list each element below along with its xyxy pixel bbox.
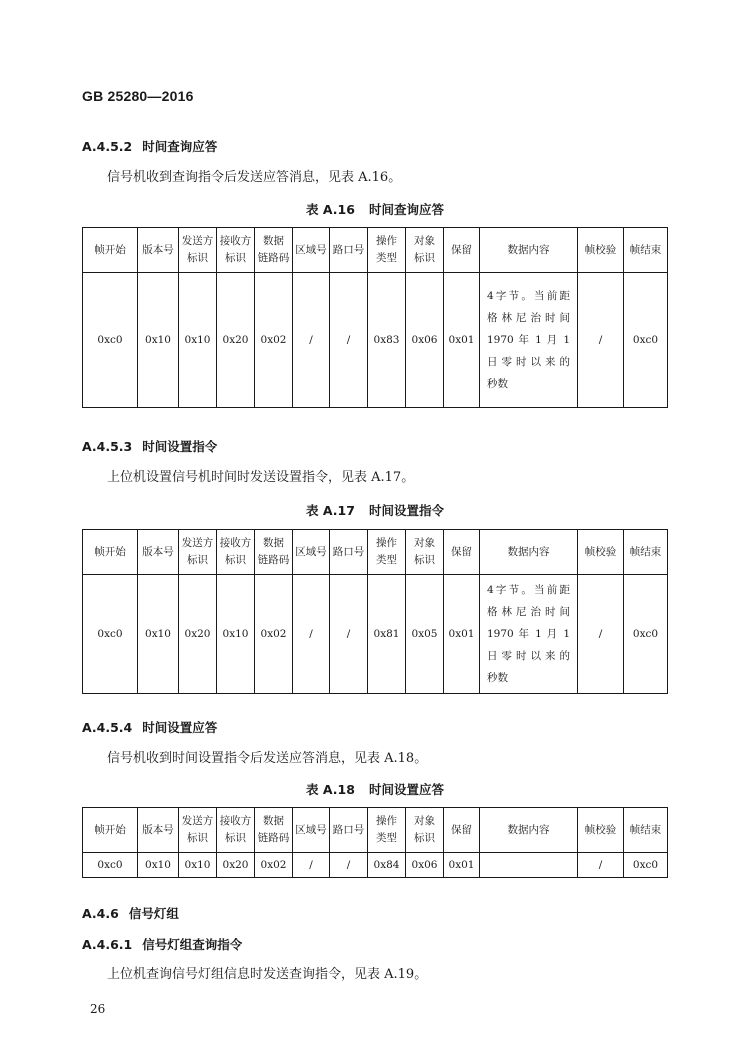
column-header-text: 标识 bbox=[187, 252, 208, 264]
column-header bbox=[83, 808, 138, 853]
column-header-text: 区域号 bbox=[295, 545, 327, 558]
column-header-text: 接收方 bbox=[219, 235, 252, 247]
table-cell: / bbox=[578, 273, 624, 408]
table-cell: 0x02 bbox=[255, 575, 293, 694]
column-header-text: 标识 bbox=[225, 832, 246, 844]
table-cell: 0x20 bbox=[217, 273, 255, 408]
column-header-text: 发送方 bbox=[181, 235, 214, 247]
table-cell: 0x84 bbox=[368, 853, 406, 878]
section-title: 信号灯组查询指令 bbox=[142, 937, 243, 952]
column-header bbox=[293, 808, 330, 853]
table-cell: 0x06 bbox=[406, 273, 444, 408]
column-header-text: 路口号 bbox=[332, 545, 365, 558]
section-number: A.4.6.1 bbox=[82, 937, 133, 952]
column-header-text: 对象 bbox=[414, 235, 435, 247]
column-header-text: 数据 bbox=[263, 537, 284, 549]
column-header bbox=[293, 530, 330, 575]
table-number: 表 A.17 bbox=[306, 503, 355, 518]
column-header-text: 链路码 bbox=[257, 832, 290, 844]
section-heading-a452 bbox=[82, 137, 217, 155]
data-content-cell bbox=[480, 575, 578, 694]
data-content-line: 格林尼治时间 bbox=[487, 312, 570, 324]
paragraph-a454: 信号机收到时间设置指令后发送应答消息，见表 A.18。 bbox=[107, 751, 428, 766]
column-header-text: 帧结束 bbox=[629, 823, 662, 836]
table-row bbox=[83, 853, 668, 878]
column-header-text: 帧开始 bbox=[94, 823, 126, 836]
column-header bbox=[406, 808, 444, 853]
column-header-text: 路口号 bbox=[332, 823, 365, 836]
column-header-text: 链路码 bbox=[257, 554, 290, 566]
column-header bbox=[217, 228, 255, 273]
table-cell: 0xc0 bbox=[624, 575, 668, 694]
column-header bbox=[444, 530, 480, 575]
paragraph-a453: 上位机设置信号机时间时发送设置指令，见表 A.17。 bbox=[107, 470, 415, 485]
table-cell: / bbox=[330, 575, 368, 694]
column-header-text: 操作 bbox=[376, 815, 397, 827]
section-number: A.4.5.2 bbox=[82, 139, 133, 154]
column-header bbox=[480, 530, 578, 575]
section-heading-a454 bbox=[82, 718, 217, 736]
column-header bbox=[406, 530, 444, 575]
column-header-text: 数据 bbox=[263, 235, 284, 247]
column-header-text: 帧校验 bbox=[584, 545, 617, 558]
section-heading-a453 bbox=[82, 437, 217, 455]
column-header-text: 标识 bbox=[187, 554, 208, 566]
column-header-text: 帧结束 bbox=[629, 545, 662, 558]
table-cell: 0x83 bbox=[368, 273, 406, 408]
table-title: 时间设置应答 bbox=[368, 782, 444, 797]
table-cell: 0x10 bbox=[179, 853, 217, 878]
column-header-text: 发送方 bbox=[181, 537, 214, 549]
section-number: A.4.6 bbox=[82, 906, 119, 921]
table-row bbox=[83, 273, 668, 408]
column-header-text: 类型 bbox=[376, 554, 397, 566]
table-cell: 0x05 bbox=[406, 575, 444, 694]
table-cell: / bbox=[330, 853, 368, 878]
column-header-text: 版本号 bbox=[142, 545, 174, 558]
column-header-text: 保留 bbox=[451, 243, 472, 256]
table-header-row bbox=[83, 808, 668, 853]
column-header-text: 帧开始 bbox=[94, 243, 126, 256]
column-header bbox=[179, 228, 217, 273]
column-header bbox=[138, 808, 179, 853]
data-content-line: 格林尼治时间 bbox=[487, 606, 570, 618]
column-header bbox=[624, 228, 668, 273]
data-content-line: 秒数 bbox=[487, 378, 508, 390]
column-header-text: 对象 bbox=[414, 815, 435, 827]
column-header-text: 路口号 bbox=[332, 243, 365, 256]
table-cell: / bbox=[293, 853, 330, 878]
column-header bbox=[255, 228, 293, 273]
table-header-row bbox=[83, 530, 668, 575]
column-header bbox=[179, 808, 217, 853]
table-number: 表 A.16 bbox=[306, 202, 355, 217]
column-header bbox=[330, 228, 368, 273]
table-header-row bbox=[83, 228, 668, 273]
column-header bbox=[255, 808, 293, 853]
table-cell: 0x06 bbox=[406, 853, 444, 878]
column-header bbox=[578, 530, 624, 575]
column-header bbox=[624, 808, 668, 853]
section-number: A.4.5.4 bbox=[82, 720, 133, 735]
column-header-text: 对象 bbox=[414, 537, 435, 549]
table-caption-a18 bbox=[0, 780, 750, 798]
column-header bbox=[179, 530, 217, 575]
column-header-text: 数据内容 bbox=[507, 545, 550, 558]
table-number: 表 A.18 bbox=[306, 782, 355, 797]
data-content-line: 4字节。当前距 bbox=[487, 290, 570, 302]
column-header bbox=[138, 530, 179, 575]
table-cell: 0x20 bbox=[179, 575, 217, 694]
table-title: 时间设置指令 bbox=[368, 503, 444, 518]
table-cell: / bbox=[578, 575, 624, 694]
table-a18 bbox=[82, 807, 668, 878]
column-header-text: 标识 bbox=[187, 832, 208, 844]
column-header-text: 接收方 bbox=[219, 537, 252, 549]
column-header-text: 标识 bbox=[225, 554, 246, 566]
table-a17 bbox=[82, 529, 668, 694]
table-cell: / bbox=[293, 273, 330, 408]
data-content-line: 日零时以来的 bbox=[487, 356, 570, 368]
table-cell: 0xc0 bbox=[83, 575, 138, 694]
column-header bbox=[138, 228, 179, 273]
column-header-text: 操作 bbox=[376, 235, 397, 247]
table-row bbox=[83, 575, 668, 694]
column-header-text: 数据 bbox=[263, 815, 284, 827]
table-cell: 0x01 bbox=[444, 853, 480, 878]
table-cell: 0x02 bbox=[255, 853, 293, 878]
data-content-line: 日零时以来的 bbox=[487, 650, 570, 662]
column-header bbox=[293, 228, 330, 273]
table-title: 时间查询应答 bbox=[368, 202, 444, 217]
table-cell: / bbox=[578, 853, 624, 878]
column-header-text: 操作 bbox=[376, 537, 397, 549]
column-header-text: 版本号 bbox=[142, 243, 174, 256]
table-cell: 0x20 bbox=[217, 853, 255, 878]
page-number: 26 bbox=[90, 1002, 106, 1016]
column-header-text: 保留 bbox=[451, 823, 472, 836]
column-header bbox=[217, 808, 255, 853]
column-header bbox=[330, 808, 368, 853]
column-header-text: 接收方 bbox=[219, 815, 252, 827]
table-cell: 0x01 bbox=[444, 575, 480, 694]
table-cell: 0x10 bbox=[179, 273, 217, 408]
section-number: A.4.5.3 bbox=[82, 439, 133, 454]
data-content-line: 4字节。当前距 bbox=[487, 584, 570, 596]
column-header-text: 区域号 bbox=[295, 823, 327, 836]
column-header-text: 保留 bbox=[451, 545, 472, 558]
column-header bbox=[83, 530, 138, 575]
section-heading-a461 bbox=[82, 935, 242, 953]
table-cell: 0xc0 bbox=[624, 853, 668, 878]
column-header bbox=[444, 228, 480, 273]
column-header bbox=[578, 228, 624, 273]
table-cell: 0x10 bbox=[138, 853, 179, 878]
data-content-line: 秒数 bbox=[487, 672, 508, 684]
table-cell: 0x81 bbox=[368, 575, 406, 694]
column-header bbox=[83, 228, 138, 273]
data-content-line: 1970 年 1 月 1 bbox=[487, 334, 570, 346]
standard-number: GB 25280—2016 bbox=[82, 88, 194, 104]
column-header bbox=[217, 530, 255, 575]
column-header-text: 类型 bbox=[376, 252, 397, 264]
column-header-text: 标识 bbox=[414, 252, 435, 264]
table-cell: / bbox=[293, 575, 330, 694]
column-header bbox=[480, 228, 578, 273]
paragraph-a461: 上位机查询信号灯组信息时发送查询指令，见表 A.19。 bbox=[107, 967, 428, 982]
column-header bbox=[368, 530, 406, 575]
column-header bbox=[578, 808, 624, 853]
section-title: 时间设置应答 bbox=[142, 720, 218, 735]
table-cell: 0x10 bbox=[217, 575, 255, 694]
data-content-cell bbox=[480, 853, 578, 878]
column-header bbox=[406, 228, 444, 273]
table-caption-a16 bbox=[0, 200, 750, 218]
column-header-text: 帧开始 bbox=[94, 545, 126, 558]
table-cell: 0xc0 bbox=[624, 273, 668, 408]
column-header bbox=[368, 228, 406, 273]
table-cell: / bbox=[330, 273, 368, 408]
column-header-text: 标识 bbox=[414, 832, 435, 844]
column-header bbox=[624, 530, 668, 575]
table-cell: 0x10 bbox=[138, 273, 179, 408]
table-cell: 0xc0 bbox=[83, 273, 138, 408]
column-header bbox=[255, 530, 293, 575]
column-header-text: 帧结束 bbox=[629, 243, 662, 256]
table-cell: 0x02 bbox=[255, 273, 293, 408]
column-header bbox=[480, 808, 578, 853]
section-heading-a46 bbox=[82, 904, 179, 922]
section-title: 信号灯组 bbox=[128, 906, 179, 921]
column-header-text: 数据内容 bbox=[507, 243, 550, 256]
column-header-text: 帧校验 bbox=[584, 823, 617, 836]
table-cell: 0xc0 bbox=[83, 853, 138, 878]
data-content-line: 1970 年 1 月 1 bbox=[487, 628, 570, 640]
column-header-text: 类型 bbox=[376, 832, 397, 844]
table-caption-a17 bbox=[0, 501, 750, 519]
column-header bbox=[368, 808, 406, 853]
data-content-cell bbox=[480, 273, 578, 408]
table-cell: 0x01 bbox=[444, 273, 480, 408]
table-cell: 0x10 bbox=[138, 575, 179, 694]
section-title: 时间设置指令 bbox=[142, 439, 218, 454]
column-header-text: 帧校验 bbox=[584, 243, 617, 256]
section-title: 时间查询应答 bbox=[142, 139, 218, 154]
column-header-text: 发送方 bbox=[181, 815, 214, 827]
column-header-text: 区域号 bbox=[295, 243, 327, 256]
column-header-text: 链路码 bbox=[257, 252, 290, 264]
column-header-text: 版本号 bbox=[142, 823, 174, 836]
table-a16 bbox=[82, 227, 668, 408]
column-header bbox=[330, 530, 368, 575]
paragraph-a452: 信号机收到查询指令后发送应答消息，见表 A.16。 bbox=[107, 170, 402, 185]
column-header-text: 标识 bbox=[414, 554, 435, 566]
column-header-text: 数据内容 bbox=[507, 823, 550, 836]
column-header bbox=[444, 808, 480, 853]
column-header-text: 标识 bbox=[225, 252, 246, 264]
